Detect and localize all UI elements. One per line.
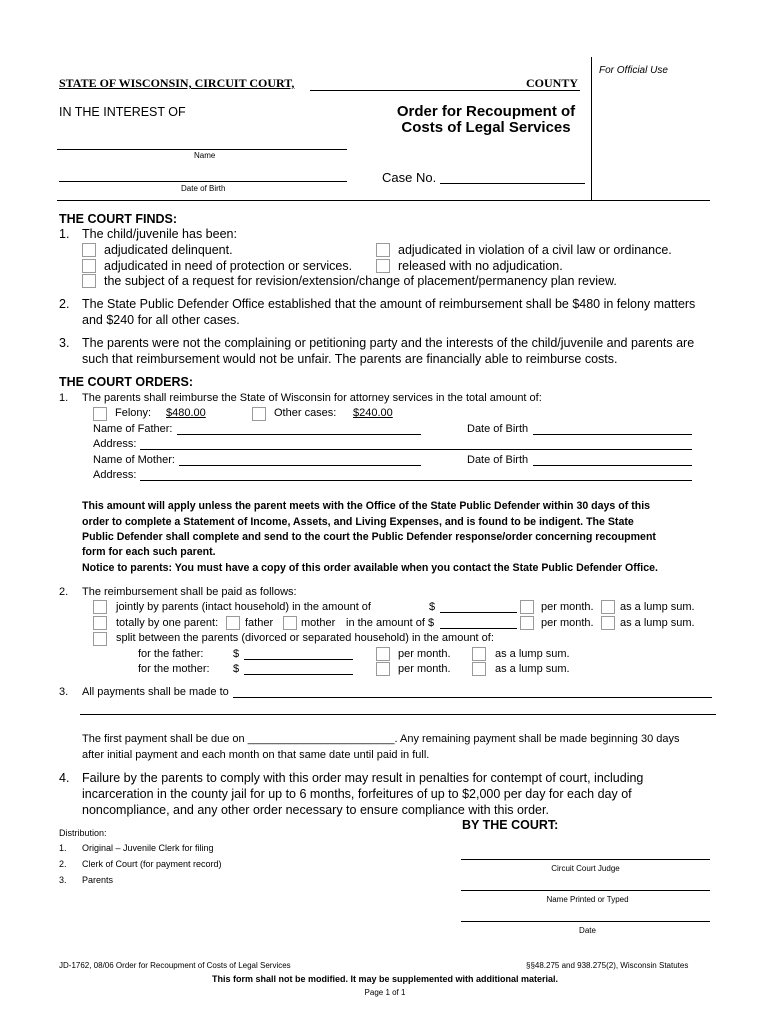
checkbox-father-per-month[interactable] bbox=[376, 647, 390, 661]
option-adjudicated-delinquent: adjudicated delinquent. bbox=[104, 243, 233, 257]
orders-item4-line1: Failure by the parents to comply with this order may result in penalties for contempt of court, including bbox=[82, 771, 644, 785]
first-payment-line1: The first payment shall be due on ________________________. Any remaining payment shall be made beginning 30 days bbox=[82, 733, 680, 745]
date-caption: Date bbox=[579, 926, 596, 935]
father-option: father bbox=[245, 617, 274, 629]
other-cases-label: Other cases: bbox=[274, 407, 337, 419]
mother-dob-label: Date of Birth bbox=[467, 454, 529, 466]
finds-item2-line1: The State Public Defender Office established that the amount of reimbursement shall be $480 in felony matters bbox=[82, 297, 696, 311]
mother-name-label: Name of Mother: bbox=[93, 454, 175, 466]
option-released: released with no adjudication. bbox=[398, 259, 563, 273]
orders-item1-text: The parents shall reimburse the State of Wisconsin for attorney services in the total amount of: bbox=[82, 392, 542, 404]
checkbox-totally-per-month[interactable] bbox=[520, 616, 534, 630]
checkbox-civil-violation[interactable] bbox=[376, 243, 390, 257]
totally-amount-label: in the amount of $ bbox=[346, 617, 435, 629]
notice-to-parents: Notice to parents: You must have a copy of this order available when you contact the State Public Defender Office. bbox=[82, 562, 658, 574]
checkbox-jointly-lump-sum[interactable] bbox=[601, 600, 615, 614]
checkbox-totally[interactable] bbox=[93, 616, 107, 630]
father-address-line[interactable] bbox=[140, 449, 692, 450]
option-revision-request: the subject of a request for revision/extension/change of placement/permanency plan review. bbox=[104, 274, 617, 288]
case-no-label: Case No. bbox=[382, 170, 437, 185]
orders-item3-text: All payments shall be made to bbox=[82, 686, 229, 698]
checkbox-protection-services[interactable] bbox=[82, 259, 96, 273]
jointly-label: jointly by parents (intact household) in the amount of bbox=[116, 601, 371, 613]
dob-line[interactable] bbox=[59, 181, 347, 182]
checkbox-father-lump-sum[interactable] bbox=[472, 647, 486, 661]
orders-item1-number: 1. bbox=[59, 392, 69, 404]
date-line[interactable] bbox=[461, 921, 710, 922]
split-label: split between the parents (divorced or separated household) in the amount of: bbox=[116, 632, 494, 644]
father-name-label: Name of Father: bbox=[93, 423, 173, 435]
distribution-number: 2. bbox=[59, 859, 67, 869]
judge-caption: Circuit Court Judge bbox=[551, 864, 620, 873]
jointly-lump-sum: as a lump sum. bbox=[620, 601, 695, 613]
jointly-per-month: per month. bbox=[541, 601, 594, 613]
notice-line2: order to complete a Statement of Income, Assets, and Living Expenses, and is found to be indigent. The State bbox=[82, 516, 634, 528]
county-underline bbox=[310, 90, 580, 91]
checkbox-felony[interactable] bbox=[93, 407, 107, 421]
finds-item2-number: 2. bbox=[59, 297, 70, 311]
mother-name-line[interactable] bbox=[179, 465, 421, 466]
finds-item1-text: The child/juvenile has been: bbox=[82, 227, 237, 241]
father-per-month: per month. bbox=[398, 648, 451, 660]
orders-item4-number: 4. bbox=[59, 771, 70, 785]
checkbox-mother[interactable] bbox=[283, 616, 297, 630]
distribution-item: Parents bbox=[82, 875, 114, 885]
jointly-dollar: $ bbox=[429, 601, 436, 613]
totally-label: totally by one parent: bbox=[116, 617, 219, 629]
official-use-label: For Official Use bbox=[599, 65, 668, 76]
for-father-label: for the father: bbox=[138, 648, 204, 660]
page-number: Page 1 of 1 bbox=[364, 988, 406, 997]
county-label: COUNTY bbox=[526, 76, 579, 90]
mother-split-amount-line[interactable] bbox=[244, 674, 353, 675]
name-printed-caption: Name Printed or Typed bbox=[546, 895, 629, 904]
checkbox-totally-lump-sum[interactable] bbox=[601, 616, 615, 630]
father-dob-line[interactable] bbox=[533, 434, 692, 435]
notice-line4: form for each such parent. bbox=[82, 546, 216, 558]
distribution-number: 1. bbox=[59, 843, 67, 853]
first-payment-line2: after initial payment and each month on that same date until paid in full. bbox=[82, 749, 430, 761]
finds-item3-number: 3. bbox=[59, 336, 70, 350]
payee-line-2[interactable] bbox=[80, 714, 716, 715]
header-bottom-rule bbox=[57, 200, 710, 201]
distribution-item: Original – Juvenile Clerk for filing bbox=[82, 843, 214, 853]
totally-lump-sum: as a lump sum. bbox=[620, 617, 695, 629]
orders-item2-text: The reimbursement shall be paid as follows: bbox=[82, 586, 297, 598]
felony-amount: $480.00 bbox=[166, 407, 206, 419]
notice-line1: This amount will apply unless the parent meets with the Office of the State Public Defender within 30 days of this bbox=[82, 500, 651, 512]
option-civil-violation: adjudicated in violation of a civil law or ordinance. bbox=[398, 243, 672, 257]
by-the-court-label: BY THE COURT: bbox=[462, 818, 559, 832]
checkbox-released[interactable] bbox=[376, 259, 390, 273]
finds-item3-line1: The parents were not the complaining or petitioning party and the interests of the child/juvenile and parents are bbox=[82, 336, 695, 350]
dob-caption: Date of Birth bbox=[181, 184, 226, 193]
payee-line[interactable] bbox=[233, 697, 712, 698]
name-printed-line[interactable] bbox=[461, 890, 710, 891]
finds-item3-line2: such that reimbursement would not be unfair. The parents are financially able to reimburse costs. bbox=[82, 352, 618, 366]
state-court-label: STATE OF WISCONSIN, CIRCUIT COURT, bbox=[59, 76, 295, 90]
checkbox-father[interactable] bbox=[226, 616, 240, 630]
header-divider-vertical bbox=[591, 57, 592, 200]
checkbox-mother-per-month[interactable] bbox=[376, 662, 390, 676]
for-mother-label: for the mother: bbox=[138, 663, 210, 675]
jointly-amount-line[interactable] bbox=[440, 612, 517, 613]
totally-per-month: per month. bbox=[541, 617, 594, 629]
court-orders-heading: THE COURT ORDERS: bbox=[59, 375, 194, 389]
mother-option: mother bbox=[301, 617, 336, 629]
checkbox-other-cases[interactable] bbox=[252, 407, 266, 421]
form-title-line1: Order for Recoupment of bbox=[396, 103, 576, 120]
father-split-amount-line[interactable] bbox=[244, 659, 353, 660]
court-finds-heading: THE COURT FINDS: bbox=[59, 212, 178, 226]
father-address-label: Address: bbox=[93, 438, 137, 450]
distribution-item: Clerk of Court (for payment record) bbox=[82, 859, 222, 869]
notice-line3: Public Defender shall complete and send to the court the Public Defender response/order concerning recoupment bbox=[82, 531, 656, 543]
name-line[interactable] bbox=[57, 149, 347, 150]
father-dob-label: Date of Birth bbox=[467, 423, 529, 435]
in-interest-label: IN THE INTEREST OF bbox=[59, 105, 186, 119]
finds-item1-number: 1. bbox=[59, 227, 70, 241]
case-no-line[interactable] bbox=[440, 183, 585, 184]
orders-item3-number: 3. bbox=[59, 686, 69, 698]
orders-item4-line2: incarceration in the county jail for up to 6 months, forfeitures of up to $2,000 per day for each day of bbox=[82, 787, 632, 801]
mother-address-label: Address: bbox=[93, 469, 137, 481]
mother-dollar: $ bbox=[233, 663, 240, 675]
checkbox-jointly-per-month[interactable] bbox=[520, 600, 534, 614]
mother-address-line[interactable] bbox=[140, 480, 692, 481]
checkbox-mother-lump-sum[interactable] bbox=[472, 662, 486, 676]
totally-amount-line[interactable] bbox=[440, 628, 517, 629]
checkbox-jointly[interactable] bbox=[93, 600, 107, 614]
felony-label: Felony: bbox=[115, 407, 152, 419]
mother-per-month: per month. bbox=[398, 663, 451, 675]
checkbox-split[interactable] bbox=[93, 632, 107, 646]
checkbox-revision-request[interactable] bbox=[82, 274, 96, 288]
modification-notice: This form shall not be modified. It may be supplemented with additional material. bbox=[211, 974, 559, 984]
mother-dob-line[interactable] bbox=[533, 465, 692, 466]
distribution-number: 3. bbox=[59, 875, 67, 885]
orders-item2-number: 2. bbox=[59, 586, 69, 598]
option-protection-services: adjudicated in need of protection or services. bbox=[104, 259, 353, 273]
finds-item2-line2: and $240 for all other cases. bbox=[82, 313, 240, 327]
mother-lump-sum: as a lump sum. bbox=[495, 663, 570, 675]
father-lump-sum: as a lump sum. bbox=[495, 648, 570, 660]
distribution-label: Distribution: bbox=[59, 828, 107, 838]
checkbox-adjudicated-delinquent[interactable] bbox=[82, 243, 96, 257]
statutes: §§48.275 and 938.275(2), Wisconsin Statutes bbox=[526, 961, 689, 970]
name-caption: Name bbox=[194, 151, 216, 160]
other-cases-amount: $240.00 bbox=[353, 407, 393, 419]
form-title-line2: Costs of Legal Services bbox=[401, 119, 571, 136]
form-id: JD-1762, 08/06 Order for Recoupment of Costs of Legal Services bbox=[59, 961, 291, 970]
judge-signature-line[interactable] bbox=[461, 859, 710, 860]
father-name-line[interactable] bbox=[177, 434, 421, 435]
father-dollar: $ bbox=[233, 648, 240, 660]
orders-item4-line3: noncompliance, and any other order necessary to ensure compliance with this order. bbox=[82, 803, 549, 817]
